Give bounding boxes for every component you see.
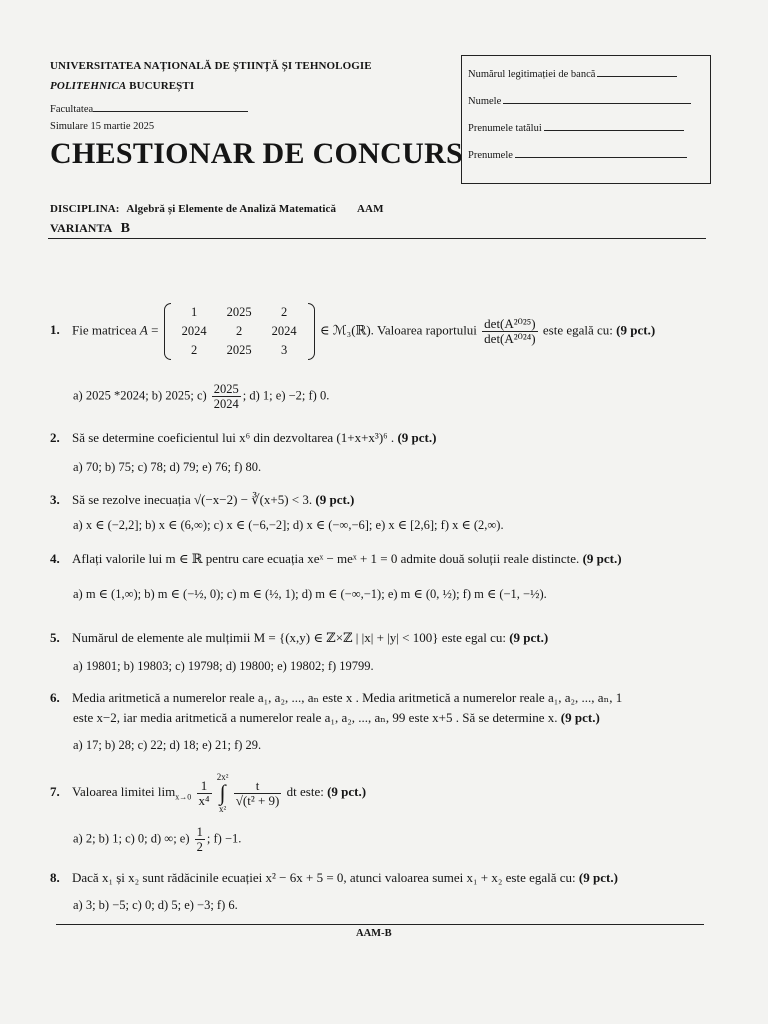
question-number: 1.	[50, 322, 60, 338]
page-title: CHESTIONAR DE CONCURS	[50, 137, 464, 170]
answers-8: a) 3; b) −5; c) 0; d) 5; e) −3; f) 6.	[73, 898, 238, 912]
footer-divider	[56, 924, 704, 925]
question-5: 5. Numărul de elemente ale mulțimii M = {(x,y) ∈ ℤ×ℤ | |x| + |y| < 100} este egal cu: (9 pct.)	[50, 630, 549, 645]
nume-blank	[503, 93, 691, 104]
legitimatie-blank	[597, 66, 677, 77]
question-2: 2. Să se determine coeficientul lui x⁶ din dezvoltarea (1+x+x³)⁶ . (9 pct.)	[50, 430, 437, 445]
answers-2: a) 70; b) 75; c) 78; d) 79; e) 76; f) 80.	[73, 460, 262, 474]
simulation-date: Simulare 15 martie 2025	[50, 121, 155, 132]
variant-label: VARIANTA	[50, 221, 112, 235]
discipline-line	[50, 203, 384, 215]
id-row-nume: Numele	[468, 93, 691, 107]
answers-3: a) x ∈ (−2,2]; b) x ∈ (6,∞); c) x ∈ (−6,−2]; d) x ∈ (−∞,−6]; e) x ∈ [2,6]; f) x ∈ (2,∞).	[73, 518, 504, 532]
discipline-value: Algebră și Elemente de Analiză Matematică	[126, 203, 337, 215]
id-row-prenume: Prenumele	[468, 147, 687, 161]
matrix-a: 1 2025 2 2024 2 2024 2 2025 3	[162, 303, 317, 360]
footer-code: AAM-B	[356, 928, 392, 939]
answers-6: a) 17; b) 28; c) 22; d) 18; e) 21; f) 29.	[73, 738, 262, 752]
question-8: 8. Dacă x₁ și x₂ sunt rădăcinile ecuației x² − 6x + 5 = 0, atunci valoarea sumei x₁ + x₂ este egală cu: (9 pct.)	[50, 870, 618, 885]
discipline-label: DISCIPLINA:	[50, 203, 120, 215]
question-4: 4. Aflați valorile lui m ∈ ℝ pentru care ecuația xeˣ − meˣ + 1 = 0 admite două soluții reale distincte. (9 pct.)	[50, 551, 622, 566]
prenume-blank	[515, 147, 687, 158]
question-6: 6. Media aritmetică a numerelor reale a₁, a₂, ..., aₙ este x . Media aritmetică a numerelor reale a₁, a₂, ..., aₙ, 1	[50, 690, 623, 705]
integral: 2x² ∫ x²	[216, 772, 229, 814]
answers-1: a) 2025 *2024; b) 2025; c) $\frac{2025}{2024}$ ; d) 1; e) −2; f) 0.	[73, 382, 330, 411]
university-name-line2: POLITEHNICA BUCUREȘTI	[50, 80, 195, 92]
question-6-line2: este x−2, iar media aritmetică a numerelor reale a₁, a₂, ..., aₙ, 99 este x+5 . Să se determine x. (9 pct.)	[73, 710, 600, 725]
variant-value: B	[120, 221, 130, 236]
variant-line	[50, 221, 130, 237]
question-1: 1. Fie matricea A = 1 2025 2 2024 2 2024 2 2025 3 ∈ ℳ₃(ℝ). Valoarea raportului $\frac{\text{det(A²⁰²⁵)}}{\text{det(A²⁰²⁴)}}$ este egală cu: (9 pct.)	[50, 303, 655, 360]
id-row-legitimatie: Numărul legitimației de bancă	[468, 66, 677, 80]
faculty-label: Facultatea	[50, 104, 94, 115]
question-7: 7. Valoarea limitei $\lim_{x\to 0}$ $\frac{1}{\text{x⁴}}$ 2x² ∫ x² $\frac{t}{\text{√(t² + 9)}}$ dt este: (9 pct.)	[50, 772, 367, 814]
identification-box	[461, 55, 711, 184]
discipline-code: AAM	[356, 203, 384, 215]
ratio-fraction: $\frac{\text{det(A²⁰²⁵)}}{\text{det(A²⁰²⁴)}}$	[484, 316, 536, 346]
points: (9 pct.)	[616, 322, 656, 338]
answers-5: a) 19801; b) 19803; c) 19798; d) 19800; e) 19802; f) 19799.	[73, 659, 374, 673]
prenume-tata-blank	[544, 120, 684, 131]
university-name: UNIVERSITATEA NAȚIONALĂ DE ȘTIINȚĂ ȘI TEHNOLOGIE	[50, 60, 372, 72]
answers-4: a) m ∈ (1,∞); b) m ∈ (−½, 0); c) m ∈ (½, 1); d) m ∈ (−∞,−1); e) m ∈ (0, ½); f) m ∈ (−1, −½).	[73, 587, 547, 601]
faculty-field	[50, 101, 248, 115]
id-row-prenume-tata: Prenumele tatălui	[468, 120, 684, 134]
faculty-blank	[93, 101, 248, 112]
question-3: 3. Să se rezolve inecuația √(−x−2) − ∛(x+5) < 3. (9 pct.)	[50, 492, 355, 507]
header-divider	[48, 238, 706, 239]
answers-7: a) 2; b) 1; c) 0; d) ∞; e) $\frac{1}{2}$ ; f) −1.	[73, 825, 242, 854]
